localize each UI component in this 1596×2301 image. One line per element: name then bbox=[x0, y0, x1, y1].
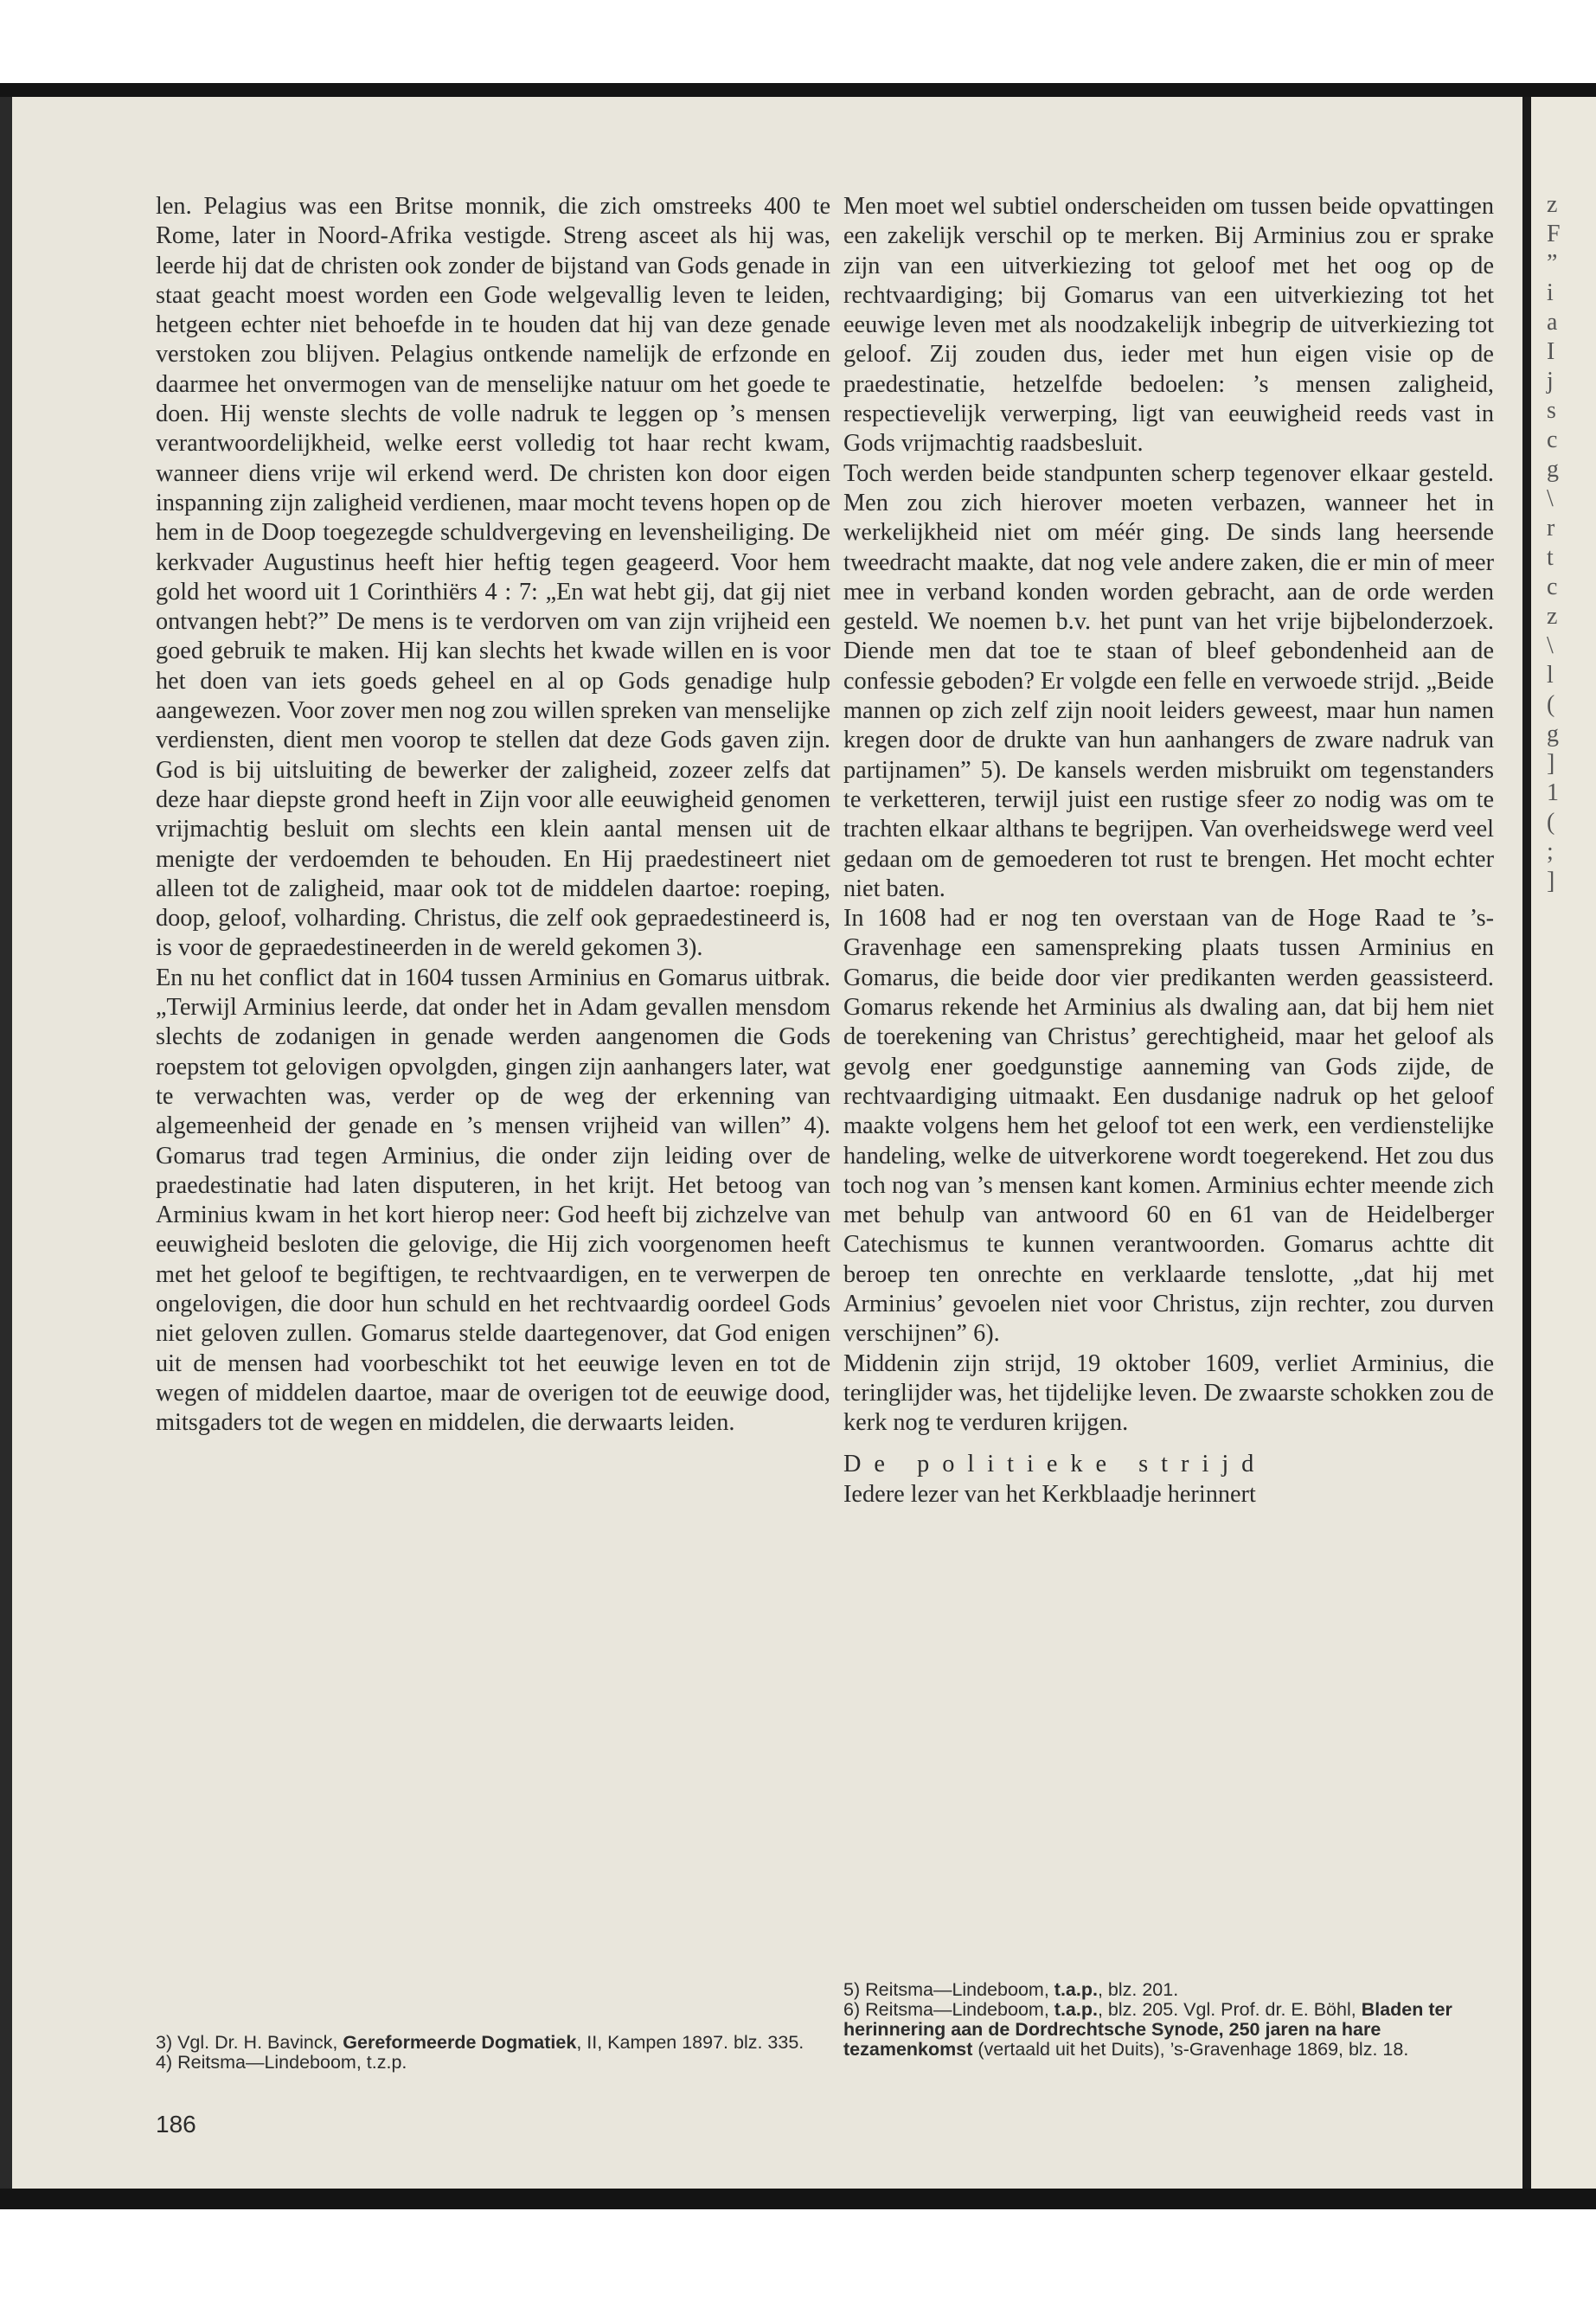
edge-letter: a bbox=[1547, 309, 1558, 336]
page-number: 186 bbox=[156, 2111, 196, 2138]
right-column bbox=[843, 192, 1494, 1509]
edge-letter: \ bbox=[1547, 485, 1554, 512]
scan-left-border bbox=[0, 97, 12, 2197]
scan-bottom-border bbox=[0, 2189, 1596, 2209]
edge-letter: ] bbox=[1547, 868, 1555, 894]
edge-letter: ] bbox=[1547, 750, 1555, 777]
edge-letter: c bbox=[1547, 574, 1558, 600]
edge-letter: l bbox=[1547, 662, 1554, 689]
edge-letter: ” bbox=[1547, 250, 1558, 277]
footnote-3: 3) Vgl. Dr. H. Bavinck, Gereformeerde Dogmatiek, II, Kampen 1897. blz. 335. bbox=[156, 2032, 804, 2053]
footnote-5: 5) Reitsma—Lindeboom, t.a.p., blz. 201. bbox=[843, 1979, 1179, 2000]
paragraph: In 1608 had er nog ten overstaan van de Hoge Raad te ’s-Gravenhage een samenspreking plaats tussen Arminius en Gomarus, die beide door vier predikanten werden geassisteerd. Gomarus rekende het Arminius als dwaling aan, dat bij hem niet de toerekening van Christus’ gerechtigheid, maar het geloof als gevolg ener goedgunstige aanneming van Gods zijde, de rechtvaardiging uitmaakt. Een dusdanige nadruk op het geloof maakte volgens hem het geloof tot een werk, een verdienstelijke handeling, welke de uitverkorene wordt toegerekend. Het zou dus toch nog van ’s mensen kant komen. Arminius echter meende zich met behulp van antwoord 60 en 61 van de Heidelberger Catechismus te kunnen verantwoorden. Gomarus achtte dit beroep ten onrechte en verklaarde tenslotte, „dat hij met Arminius’ gevoelen niet voor Christus, zijn rechter, zou durven verschijnen” 6). bbox=[843, 905, 1494, 1348]
edge-letter: 1 bbox=[1547, 779, 1559, 806]
edge-letter: z bbox=[1547, 603, 1558, 630]
edge-letter: g bbox=[1547, 721, 1559, 747]
edge-letter: z bbox=[1547, 191, 1558, 218]
paragraph: Men moet wel subtiel onderscheiden om tussen beide opvattingen een zakelijk verschil op te merken. Bij Arminius zou er sprake zijn van een uitverkiezing tot geloof met het oog op de rechtvaardiging; bij Gomarus van een uitverkiezing tot het eeuwige leven met als noodzakelijk inbegrip de uitverkiezing tot geloof. Zij zouden dus, ieder met hun eigen visie op de praedestinatie, hetzelfde bedoelen: ’s mensen zaligheid, respectievelijk verwerping, ligt van eeuwigheid reeds vast in Gods vrijmachtig raadsbesluit. bbox=[843, 193, 1494, 458]
edge-letter: I bbox=[1547, 338, 1555, 365]
next-page-edge-letters bbox=[1547, 190, 1581, 896]
left-column bbox=[156, 192, 830, 1438]
paragraph: Middenin zijn strijd, 19 oktober 1609, verliet Arminius, die teringlijder was, het tijdelijke leven. De zwaarste schokken zou de kerk nog te verduren krijgen. bbox=[843, 1349, 1494, 1437]
paragraph: En nu het conflict dat in 1604 tussen Arminius en Gomarus uitbrak. „Terwijl Arminius leerde, dat onder het in Adam gevallen mensdom slechts de zodanigen in genade werden aangenomen die Gods roepstem tot gelovigen opvolgden, gingen zijn aanhangers later, wat te verwachten was, verder op de weg der erkenning van algemeenheid der genade en ’s mensen vrijheid van willen” 4). Gomarus trad tegen Arminius, die onder zijn leiding over de praedestinatie had laten disputeren, in het krijt. Het betoog van Arminius kwam in het kort hierop neer: God heeft bij zichzelve van eeuwigheid besloten die gelovige, die Hij zich voorgenomen heeft met het geloof te begiftigen, te rechtvaardigen, en te verwerpen de ongelovigen, die door hun schuld en het rechtvaardig oordeel Gods niet geloven zullen. Gomarus stelde daartegenover, dat God enigen uit de mensen had voorbeschikt tot het eeuwige leven en tot de wegen of middelen daartoe, maar de overigen tot de eeuwige dood, mitsgaders tot de wegen en middelen, die derwaarts leiden. bbox=[156, 964, 830, 1437]
edge-letter: g bbox=[1547, 456, 1559, 483]
footnote-4: 4) Reitsma—Lindeboom, t.z.p. bbox=[156, 2052, 407, 2073]
book-spine bbox=[1522, 97, 1531, 2197]
next-page-edge bbox=[1531, 97, 1596, 2197]
edge-letter: F bbox=[1547, 221, 1561, 247]
edge-letter: t bbox=[1547, 544, 1554, 571]
edge-letter: j bbox=[1547, 368, 1554, 394]
edge-letter: ; bbox=[1547, 838, 1554, 865]
edge-letter: ( bbox=[1547, 691, 1555, 718]
paragraph: Toch werden beide standpunten scherp tegenover elkaar gesteld. Men zou zich hierover moeten verbazen, wanneer het in werkelijkheid niet om méér ging. De sinds lang heersende tweedracht maakte, dat nog vele andere zaken, die er min of meer mee in verband konden worden gebracht, aan de orde werden gesteld. We noemen b.v. het punt van het vrije bijbelonderzoek. Diende men dat toe te staan of bleef gebondenheid aan de confessie geboden? Er volgde een felle en verwoede strijd. „Beide mannen op zich zelf zijn nooit leiders geweest, maar hun namen kregen door de drukte van hun aanhangers de zware nadruk van partijnamen” 5). De kansels werden misbruikt om tegenstanders te verketteren, terwijl juist een rustige sfeer zo nodig was om te trachten elkaar althans te begrijpen. Van overheidswege werd veel gedaan om de gemoederen tot rust te brengen. Het mocht echter niet baten. bbox=[843, 459, 1494, 902]
paragraph: Iedere lezer van het Kerkblaadje herinnert bbox=[843, 1480, 1256, 1508]
edge-letter: s bbox=[1547, 397, 1556, 424]
edge-letter: c bbox=[1547, 426, 1558, 453]
edge-letter: \ bbox=[1547, 632, 1554, 659]
footnotes-left bbox=[156, 2033, 830, 2073]
footnotes-right bbox=[843, 1980, 1494, 2060]
edge-letter: ( bbox=[1547, 809, 1555, 836]
paragraph: len. Pelagius was een Britse monnik, die zich omstreeks 400 te Rome, later in Noord-Afrika vestigde. Streng asceet als hij was, leerde hij dat de christen ook zonder de bijstand van Gods genade in staat geacht moest worden een Gode welgevallig leven te leiden, hetgeen echter niet behoefde in te houden dat hij van deze genade verstoken zou blijven. Pelagius ontkende namelijk de erfzonde en daarmee het onvermogen van de menselijke natuur om het goede te doen. Hij wenste slechts de volle nadruk te leggen op ’s mensen verantwoordelijkheid, welke eerst volledig tot haar recht kwam, wanneer diens vrije wil erkend werd. De christen kon door eigen inspanning zijn zaligheid verdienen, maar mocht tevens hopen op de hem in de Doop toegezegde schuldvergeving en levensheiliging. De kerkvader Augustinus heeft hier heftig tegen geageerd. Voor hem gold het woord uit 1 Corinthiërs 4 : 7: „En wat hebt gij, dat gij niet ontvangen hebt?” De mens is te verdorven om van zijn vrijheid een goed gebruik te maken. Hij kan slechts het kwade willen en is voor het doen van iets goeds geheel en al op Gods genadige hulp aangewezen. Voor zover men nog zou willen spreken van menselijke verdiensten, dient men voorop te stellen dat deze Gods gaven zijn. God is bij uitsluiting de bewerker der zaligheid, zozeer zelfs dat deze haar diepste grond heeft in Zijn voor alle eeuwigheid genomen vrijmachtig besluit om slechts een klein aantal mensen uit de menigte der verdoemden te behouden. En Hij praedestineert niet alleen tot de zaligheid, maar ook tot de middelen daartoe: roeping, doop, geloof, volharding. Christus, die zelf ook gepraedestineerd is, is voor de gepraedestineerden in de wereld gekomen 3). bbox=[156, 193, 831, 962]
edge-letter: i bbox=[1547, 279, 1554, 306]
section-heading: De politieke strijd bbox=[843, 1451, 1267, 1478]
edge-letter: r bbox=[1547, 515, 1555, 542]
footnote-6: 6) Reitsma—Lindeboom, t.a.p., blz. 205. Vgl. Prof. dr. E. Böhl, Bladen ter herinnering aan de Dordrechtsche Synode, 250 jaren na hare tezamenkomst (vertaald uit het Duits), ’s-Gravenhage 1869, blz. 18. bbox=[843, 1999, 1452, 2060]
